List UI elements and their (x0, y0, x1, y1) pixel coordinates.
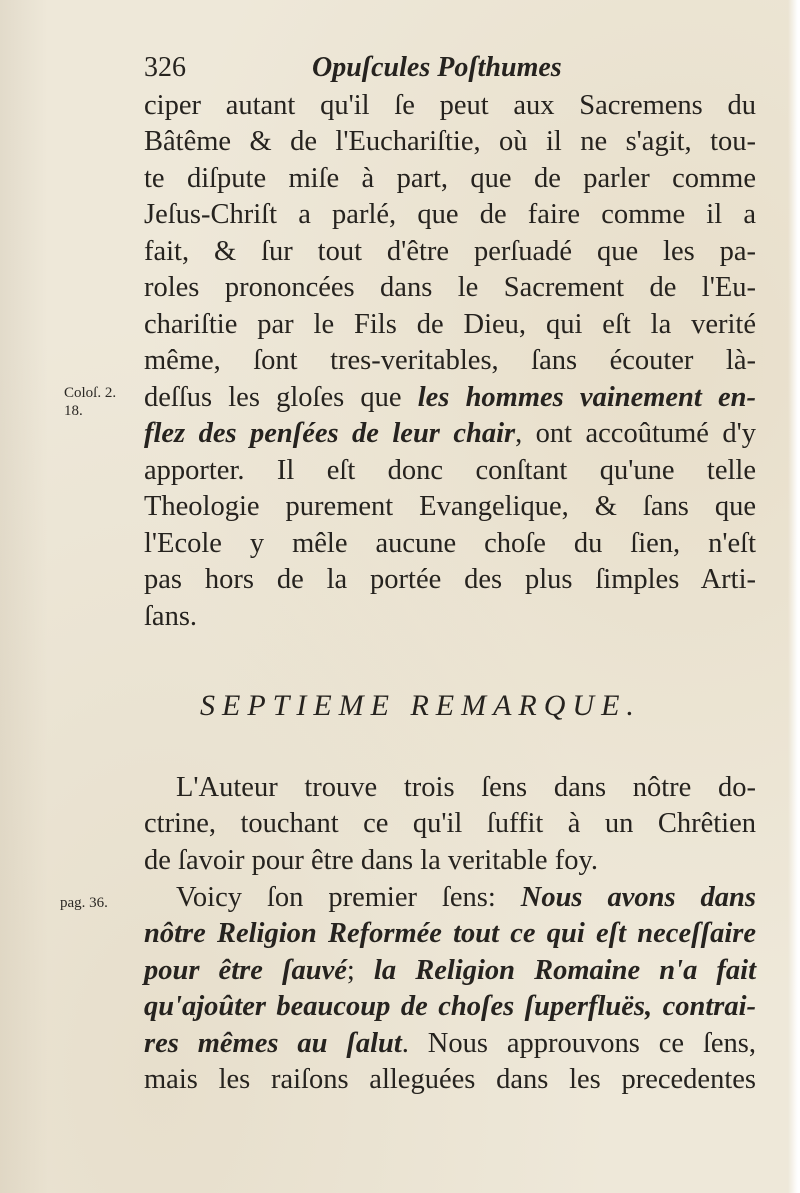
text-run: ; (346, 955, 374, 986)
margin-reference: Coloſ. 2. (64, 385, 117, 401)
page-edge (788, 0, 800, 1193)
margin-reference: pag. 36. (60, 895, 108, 911)
text-line: te diſpute miſe à part, que de parler comme (144, 163, 756, 194)
text-line (144, 416, 756, 452)
text-line: Jeſus-Chriſt a parlé, que de faire comme il a (144, 199, 756, 230)
text-line: Theologie purement Evangelique, & ſans que (144, 491, 756, 522)
text-line: qu'ajoûter beaucoup de choſes ſuperfluës, contrai- (144, 991, 756, 1022)
text-line: ciper autant qu'il ſe peut aux Sacremens du (144, 90, 756, 121)
running-title: Opuſcules Poſthumes (312, 52, 562, 83)
text-line: pas hors de la portée des plus ſimples Arti- (144, 564, 756, 595)
text-line: chariſtie par le Fils de Dieu, qui eſt la verité (144, 309, 756, 340)
text-run: deſſus les gloſes que (144, 382, 418, 413)
text-line (144, 953, 756, 989)
text-line: fait, & ſur tout d'être perſuadé que les pa- (144, 236, 756, 267)
text-line: de ſavoir pour être dans la veritable foy. (144, 845, 598, 876)
page-number: 326 (144, 52, 186, 83)
text-line (144, 1026, 756, 1062)
scripture-quote: les hommes vainement en- (417, 382, 757, 413)
text-run: . Nous approuvons ce ſens, (401, 1028, 756, 1059)
text-line: L'Auteur trouve trois ſens dans nôtre do- (176, 772, 756, 803)
text-line: ſans. (144, 601, 198, 632)
quoted-sense: la Religion Romaine n'a fait (373, 955, 757, 986)
text-line: même, ſont tres-veritables, ſans écouter là- (144, 345, 756, 376)
section-heading: SEPTIEME REMARQUE. (200, 689, 641, 722)
quoted-sense: Nous avons dans (520, 882, 756, 913)
quoted-sense: pour être ſauvé (144, 955, 347, 986)
text-line (144, 380, 756, 416)
text-run: , ont accoûtumé d'y (515, 418, 756, 449)
margin-reference: 18. (64, 403, 83, 419)
text-line: nôtre Religion Reformée tout ce qui eſt neceſſaire (144, 918, 756, 949)
text-run: Voicy ſon premier ſens: (176, 882, 521, 913)
text-line: roles prononcées dans le Sacrement de l'Eu- (144, 272, 756, 303)
text-line: l'Ecole y mêle aucune choſe du ſien, n'eſt (144, 528, 756, 559)
text-line: apporter. Il eſt donc conſtant qu'une telle (144, 455, 756, 486)
text-line: mais les raiſons alleguées dans les precedentes (144, 1064, 756, 1095)
scripture-quote: flez des penſées de leur chair (144, 418, 516, 449)
text-line (176, 880, 756, 916)
text-line: Bâtême & de l'Euchariſtie, où il ne s'agit, tou- (144, 126, 756, 157)
text-line: ctrine, touchant ce qu'il ſuffit à un Chrêtien (144, 808, 756, 839)
quoted-sense: res mêmes au ſalut (144, 1028, 402, 1059)
page-header (140, 48, 610, 88)
